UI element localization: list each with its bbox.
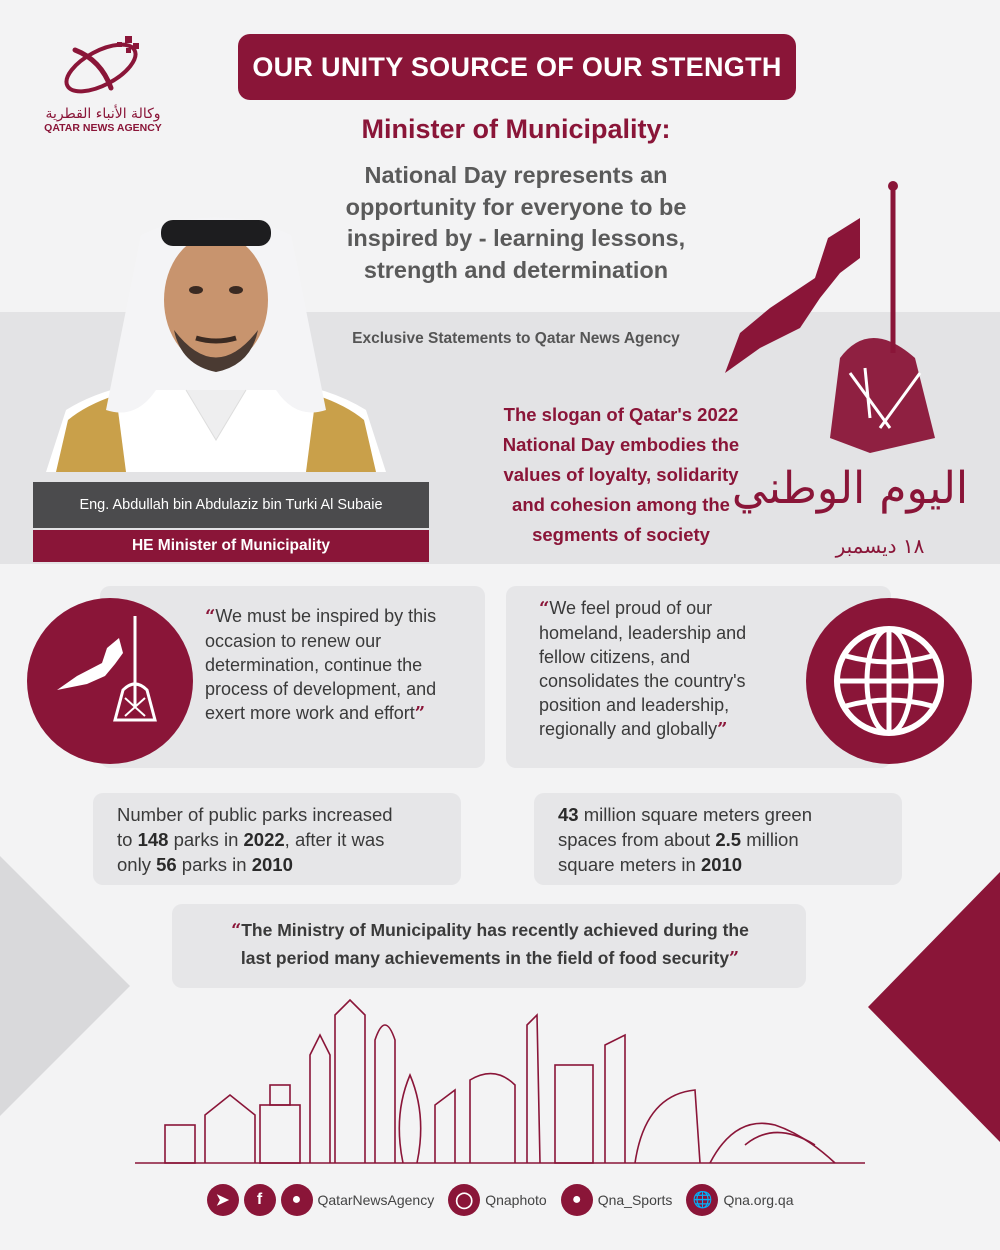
twitter-icon[interactable]: ● [281,1184,313,1216]
stat-number: 148 [137,829,169,850]
decorative-triangle-right [868,872,1000,1142]
stat-text: million [741,829,799,850]
close-quote-icon: ” [414,703,426,724]
social-group-instagram [448,1184,547,1216]
open-quote-icon: “ [539,598,550,619]
national-day-emblem [720,178,980,568]
slogan-line: and cohesion among the [512,494,730,515]
decorative-triangle-left [0,856,130,1116]
stat-text: spaces from about [558,829,716,850]
national-day-arabic-title: اليوم الوطني [731,463,969,514]
slogan-line: segments of society [532,524,710,545]
stat-text: square meters in [558,854,701,875]
stat-text: million square meters green [578,804,812,825]
website-link[interactable]: Qna.org.qa [723,1192,794,1208]
minister-role: HE Minister of Municipality [33,530,429,562]
open-quote-icon: “ [205,606,216,627]
stat-number: 2022 [243,829,285,850]
telegram-icon[interactable]: ➤ [207,1184,239,1216]
close-quote-icon: ” [729,949,740,969]
minister-title: Minister of Municipality: [361,114,671,144]
facebook-icon[interactable]: f [244,1184,276,1216]
twitter-icon[interactable]: ● [561,1184,593,1216]
globe-icon [806,598,972,764]
qna-logo-icon [53,30,153,100]
stat-text: only [117,854,157,875]
subtitle-line: inspired by - learning lessons, [346,225,686,251]
slogan-line: The slogan of Qatar's 2022 [503,404,739,425]
social-group-main [207,1184,435,1216]
quote-1-text: We must be inspired by this occasion to renew our determination, continue the process of development, and exert more work and effort [205,606,437,723]
stat-number: 2010 [251,854,293,875]
stat-number: 2010 [700,854,743,875]
qna-logo[interactable] [28,30,178,150]
quote-2 [539,596,789,742]
minister-name: Eng. Abdullah bin Abdulaziz bin Turki Al Subaie [33,482,429,528]
subtitle-line: National Day represents an [364,162,668,188]
quote-2-text: We feel proud of our homeland, leadership and fellow citizens, and consolidates the country's position and leadership, regionally and globally [539,598,747,739]
exclusive-statement: Exclusive Statements to Qatar News Agency [352,330,680,347]
social-group-sports [561,1184,673,1216]
national-day-arabic-date: ١٨ ديسمبر [835,534,925,558]
stat-text: to [117,829,138,850]
globe-circle [806,598,972,764]
quote-3 [180,917,800,973]
web-icon[interactable]: 🌐 [686,1184,718,1216]
close-quote-icon: ” [717,719,728,740]
social-group-web [686,1184,793,1216]
stat-number: 56 [156,854,177,875]
stat-green-spaces [534,793,902,885]
subtitle-line: strength and determination [363,256,669,283]
subtitle-line: opportunity for everyone to be [345,193,687,220]
minister-portrait [46,180,386,472]
open-quote-icon: “ [231,921,242,941]
doha-skyline-illustration [135,995,865,1170]
flag-circle [27,598,193,764]
instagram-icon[interactable]: ◯ [448,1184,480,1216]
stat-number: 2.5 [715,829,742,850]
logo-arabic-text: وكالة الأنباء القطرية [45,106,161,122]
handle-qna-sports[interactable]: Qna_Sports [597,1192,673,1208]
slogan-line: National Day embodies the [502,434,740,455]
handle-qatarnewsagency[interactable]: QatarNewsAgency [317,1192,435,1208]
logo-english-text: QATAR NEWS AGENCY [44,122,162,134]
stat-text: Number of public parks increased [117,804,393,825]
handle-qnaphoto[interactable]: Qnaphoto [485,1192,547,1208]
social-footer [0,1180,1000,1220]
stat-number: 43 [558,804,579,825]
headline-banner: OUR UNITY SOURCE OF OUR STENGTH [238,34,796,100]
quote-1 [205,604,480,726]
stat-text: , after it was [284,829,385,850]
stat-text: parks in [176,854,252,875]
slogan-line: values of loyalty, solidarity [503,464,739,485]
stat-text: parks in [168,829,244,850]
quote-3-line: last period many achievements in the field of food security [240,948,730,968]
flag-icon [27,598,193,764]
stat-parks [93,793,461,885]
quote-3-line: The Ministry of Municipality has recently achieved during the [241,920,749,940]
